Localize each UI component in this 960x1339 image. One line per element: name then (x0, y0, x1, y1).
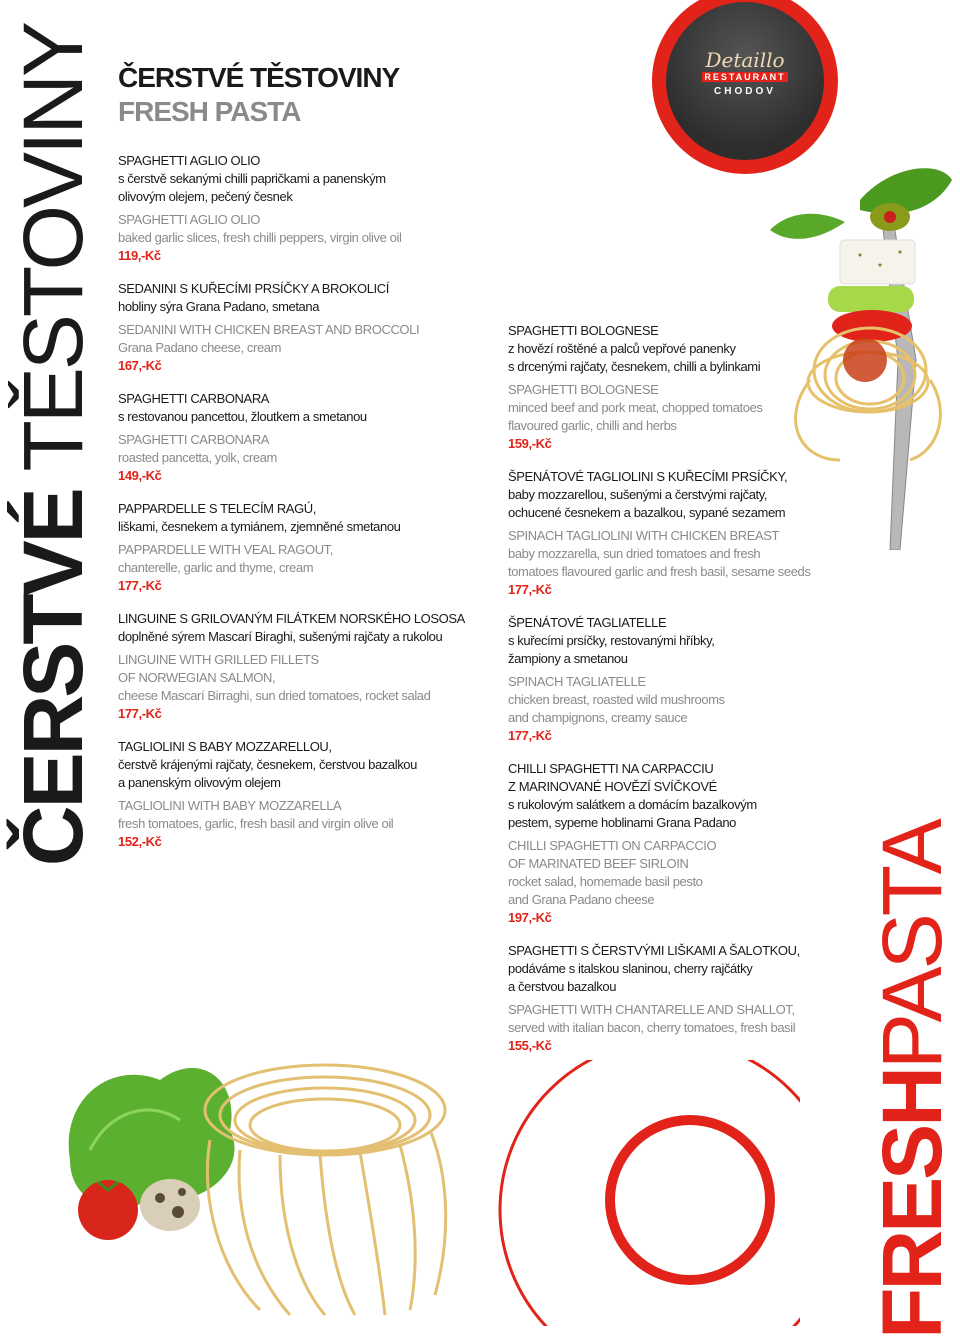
dish-desc-english: baked garlic slices, fresh chilli peppers, virgin olive oil (118, 230, 402, 245)
pasta-nest-icon (205, 1065, 446, 1315)
dish-name-english: OF NORWEGIAN SALMON, (118, 670, 276, 685)
dish-desc-czech: doplněné sýrem Mascarí Biraghi, sušenými rajčaty a rukolou (118, 629, 443, 644)
dish-desc-english: rocket salad, homemade basil pesto (508, 874, 703, 889)
menu-item (508, 942, 848, 1055)
dish-name-english: OF MARINATED BEEF SIRLOIN (508, 856, 689, 871)
dish-price: 149,-Kč (118, 468, 162, 483)
dish-name-english: SPAGHETTI WITH CHANTARELLE AND SHALLOT, (508, 1002, 795, 1017)
dish-price: 155,-Kč (508, 1038, 552, 1053)
decorative-rings (420, 1060, 800, 1326)
dish-desc-czech: hobliny sýra Grana Padano, smetana (118, 299, 320, 314)
logo-location: CHODOV (714, 86, 776, 97)
page-heading (118, 62, 399, 130)
menu-item (508, 614, 848, 745)
logo-name: Detaillo (705, 48, 785, 72)
dish-desc-english: fresh tomatoes, garlic, fresh basil and virgin olive oil (118, 816, 394, 831)
logo-tagline: RESTAURANT (702, 72, 788, 82)
dish-price: 197,-Kč (508, 910, 552, 925)
side-title-english-light: PASTA (865, 821, 959, 1070)
quail-egg-icon (140, 1179, 200, 1231)
menu-item (118, 280, 488, 375)
basil-leaf-icon (860, 168, 952, 213)
dish-name-czech: LINGUINE S GRILOVANÝM FILÁTKEM NORSKÉHO LOSOSA (118, 611, 465, 626)
cucumber-slice-icon (828, 286, 914, 312)
dish-price: 119,-Kč (118, 248, 161, 263)
dish-name-english: SPAGHETTI BOLOGNESE (508, 382, 659, 397)
menu-item (508, 322, 848, 453)
dish-name-english: TAGLIOLINI WITH BABY MOZZARELLA (118, 798, 342, 813)
dish-desc-czech: liškami, česnekem a tymiánem, zjemněné smetanou (118, 519, 401, 534)
dish-desc-czech: a panenským olivovým olejem (118, 775, 281, 790)
dish-desc-english: and Grana Padano cheese (508, 892, 655, 907)
dish-desc-english: and champignons, creamy sauce (508, 710, 688, 725)
heading-english: FRESH PASTA (118, 96, 301, 127)
dish-desc-czech: z hovězí roštěné a palců vepřové panenky (508, 341, 736, 356)
dish-desc-czech: podáváme s italskou slaninou, cherry rajčátky (508, 961, 753, 976)
dish-desc-czech: a čerstvou bazalkou (508, 979, 617, 994)
dish-name-czech: SPAGHETTI AGLIO OLIO (118, 153, 261, 168)
menu-item (118, 500, 488, 595)
dish-desc-english: baby mozzarella, sun dried tomatoes and fresh (508, 546, 761, 561)
dish-name-english: PAPPARDELLE WITH VEAL RAGOUT, (118, 542, 333, 557)
menu-column-left (118, 152, 488, 866)
menu-item (508, 760, 848, 927)
dish-desc-czech: olivovým olejem, pečený česnek (118, 189, 293, 204)
dish-name-czech: SEDANINI S KUŘECÍMI PRSÍČKY A BROKOLICÍ (118, 281, 389, 296)
dish-desc-english: chicken breast, roasted wild mushrooms (508, 692, 725, 707)
dish-desc-czech: ochucené česnekem a bazalkou, sypané sezamem (508, 505, 786, 520)
menu-item (118, 610, 488, 723)
dish-name-czech: PAPPARDELLE S TELECÍM RAGÚ, (118, 501, 316, 516)
dish-price: 177,-Kč (508, 728, 552, 743)
dish-name-czech: ŠPENÁTOVÉ TAGLIATELLE (508, 615, 667, 630)
dish-desc-czech: s rukolovým salátkem a domácím bazalkovým (508, 797, 757, 812)
dish-desc-czech: čerstvě krájenými rajčaty, česnekem, čerstvou bazalkou (118, 757, 417, 772)
menu-item (118, 390, 488, 485)
dish-desc-czech: baby mozzarellou, sušenými a čerstvými rajčaty, (508, 487, 768, 502)
dish-price: 167,-Kč (118, 358, 162, 373)
menu-column-right (508, 322, 848, 1070)
dish-name-english: CHILLI SPAGHETTI ON CARPACCIO (508, 838, 717, 853)
dish-price: 177,-Kč (508, 582, 552, 597)
dish-desc-czech: s kuřecími prsíčky, restovanými hříbky, (508, 633, 715, 648)
dish-desc-english: minced beef and pork meat, chopped tomatoes (508, 400, 763, 415)
dish-name-czech: TAGLIOLINI S BABY MOZZARELLOU, (118, 739, 332, 754)
dish-name-english: SEDANINI WITH CHICKEN BREAST AND BROCCOLI (118, 322, 420, 337)
dish-desc-english: served with italian bacon, cherry tomatoes, fresh basil (508, 1020, 796, 1035)
dish-name-english: SPAGHETTI AGLIO OLIO (118, 212, 261, 227)
dish-desc-czech: žampiony a smetanou (508, 651, 628, 666)
dish-name-czech: SPAGHETTI CARBONARA (118, 391, 270, 406)
menu-item (118, 152, 488, 265)
dish-desc-english: chanterelle, garlic and thyme, cream (118, 560, 314, 575)
dish-desc-english: cheese Mascarí Birraghi, sun dried tomatoes, rocket salad (118, 688, 431, 703)
dish-name-english: SPAGHETTI CARBONARA (118, 432, 270, 447)
dish-name-czech: SPAGHETTI S ČERSTVÝMI LIŠKAMI A ŠALOTKOU, (508, 943, 800, 958)
dish-price: 159,-Kč (508, 436, 552, 451)
dish-desc-czech: s restovanou pancettou, žloutkem a smetanou (118, 409, 367, 424)
dish-name-english: SPINACH TAGLIATELLE (508, 674, 646, 689)
dish-price: 177,-Kč (118, 706, 162, 721)
side-title-czech-bold: ČERSTVÉ (6, 490, 100, 867)
pasta-nest-illustration (50, 1040, 470, 1320)
dish-price: 152,-Kč (118, 834, 162, 849)
dish-desc-english: tomatoes flavoured garlic and fresh basil, sesame seeds (508, 564, 811, 579)
dish-desc-english: Grana Padano cheese, cream (118, 340, 282, 355)
dish-desc-czech: s čerstvě sekanými chilli papričkami a panenským (118, 171, 386, 186)
dish-name-english: LINGUINE WITH GRILLED FILLETS (118, 652, 319, 667)
menu-item (508, 468, 848, 599)
dish-desc-czech: pestem, sypeme hoblinami Grana Padano (508, 815, 737, 830)
menu-item (118, 738, 488, 851)
side-title-english-bold: FRESH (865, 1069, 959, 1339)
heading-czech: ČERSTVÉ TĚSTOVINY (118, 62, 400, 93)
dish-desc-english: roasted pancetta, yolk, cream (118, 450, 277, 465)
dish-name-czech: Z MARINOVANÉ HOVĚZÍ SVÍČKOVÉ (508, 779, 717, 794)
dish-name-czech: SPAGHETTI BOLOGNESE (508, 323, 659, 338)
dish-name-english: SPINACH TAGLIOLINI WITH CHICKEN BREAST (508, 528, 780, 543)
dish-desc-english: flavoured garlic, chilli and herbs (508, 418, 677, 433)
dish-desc-czech: s drcenými rajčaty, česnekem, chilli a bylinkami (508, 359, 761, 374)
dish-price: 177,-Kč (118, 578, 162, 593)
side-title-czech-light: TĚSTOVINY (6, 23, 100, 472)
side-title-czech (6, 23, 100, 867)
side-title-english (865, 821, 959, 1339)
dish-name-czech: CHILLI SPAGHETTI NA CARPACCIU (508, 761, 714, 776)
logo-badge (666, 2, 824, 160)
cheese-cube-icon (840, 240, 915, 284)
restaurant-logo (652, 0, 838, 174)
dish-name-czech: ŠPENÁTOVÉ TAGLIOLINI S KUŘECÍMI PRSÍČKY, (508, 469, 788, 484)
